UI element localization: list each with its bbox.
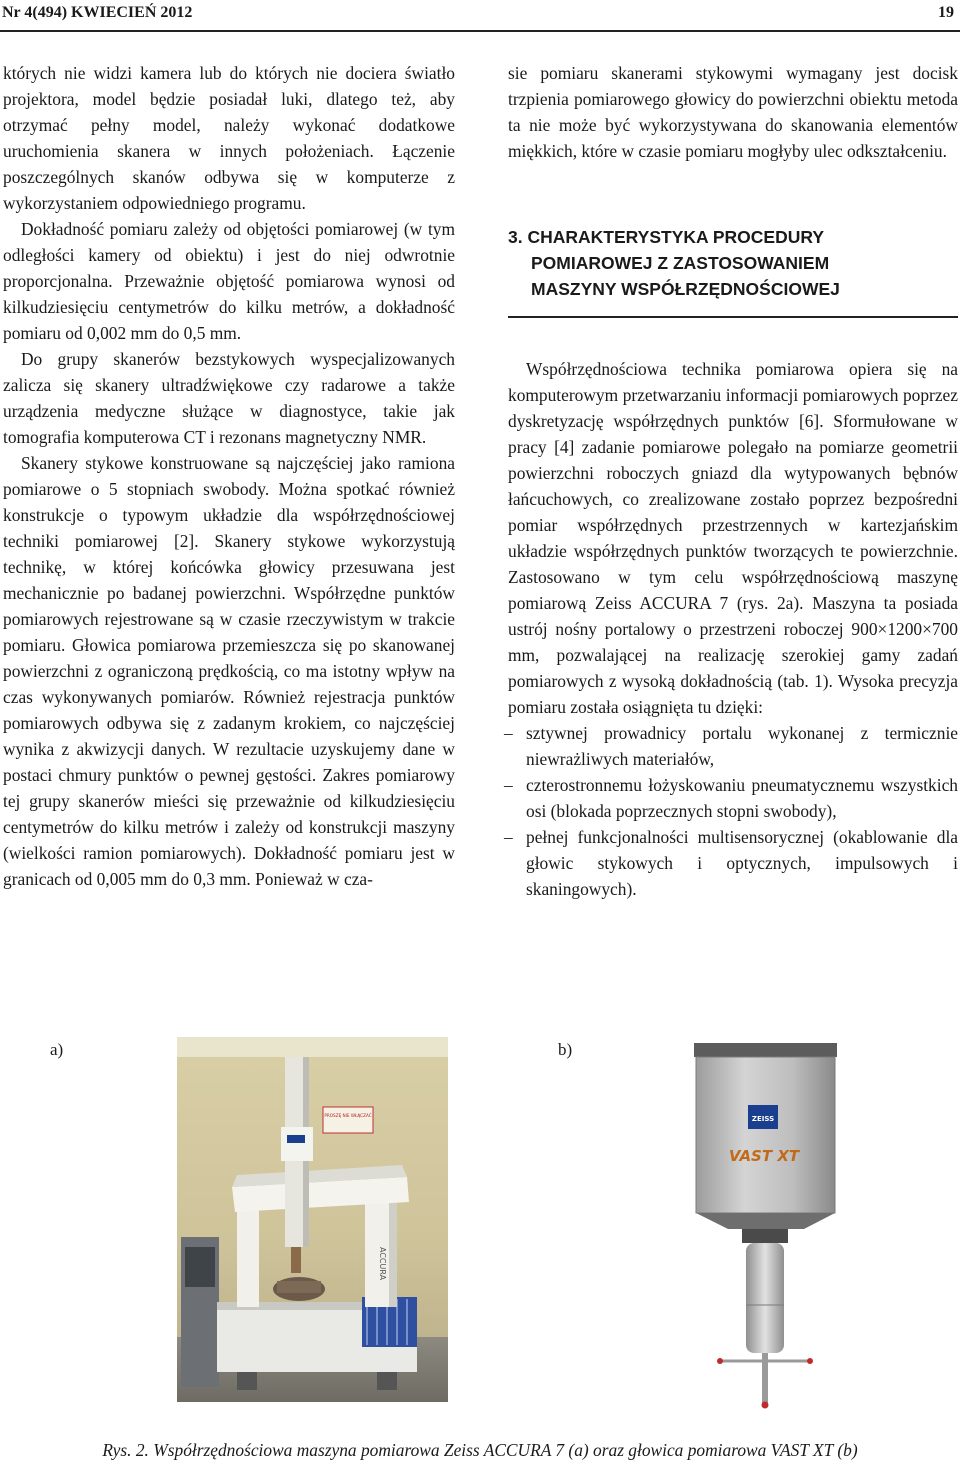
probe-head-photo xyxy=(694,1043,837,1415)
warning-sign-text: PROSZĘ NIE WŁĄCZAĆ xyxy=(324,1113,372,1118)
list-item: – czterostronnemu łożyskowaniu pneumatycznemu wszystkich osi (blokada poprzecznych stopni swobody), xyxy=(508,772,958,824)
zeiss-logo-text: ZEISS xyxy=(751,1115,775,1123)
cmm-machine-photo xyxy=(177,1037,448,1402)
left-column xyxy=(3,60,455,892)
section-title-line1: CHARAKTERYSTYKA PROCEDURY xyxy=(527,227,825,247)
paragraph: Skanery stykowe konstruowane są najczęściej jako ramiona pomiarowe o 5 stopniach swobody. Można spotkać również konstrukcje o typowym układzie dla współrzędnościowej techniki pomiarowej [2]. Skanery stykowe wykorzystują technikę, w której końcówka głowicy przesuwana jest mechanicznie po badanej powierzchni. Współrzędne punktów pomiarowych rejestrowane są w czasie rzeczywistym w trakcie pomiaru. Głowica pomiarowa przemieszcza się po skanowanej powierzchni z ograniczoną prędkością, co ma istotny wpływ na czas wykonywanych pomiarów. Również rejestracja punktów pomiarowych odbywa się z zadanym krokiem, co najczęściej wynika z akwizycji danych. W rezultacie uzyskujemy dane w postaci chmury punktów o pewnej gęstości. Zakres pomiarowy tej grupy skanerów mieści się przeważnie od kilkudziesięciu centymetrów do kilku metrów i zależy od konstrukcji maszyny (wielkości ramion pomiarowych). Dokładność pomiaru jest w granicach od 0,005 mm do 0,3 mm. Ponieważ w cza- xyxy=(3,453,455,889)
vast-xt-logo: VAST XT xyxy=(728,1147,800,1165)
figure-caption: Rys. 2. Współrzędnościowa maszyna pomiarowa Zeiss ACCURA 7 (a) oraz głowica pomiarowa VAST XT (b) xyxy=(102,1440,858,1460)
feature-list xyxy=(508,720,958,902)
page-number: 19 xyxy=(938,4,954,21)
paragraph-continuation: sie pomiaru skanerami stykowymi wymagany jest docisk trzpienia pomiarowego głowicy do powierzchni obiektu metoda ta nie może być wykorzystywana do skanowania elementów miękkich, które w czasie pomiaru mogłyby ulec odkształceniu. xyxy=(508,63,958,161)
list-item: – sztywnej prowadnicy portalu wykonanej z termicznie niewrażliwych materiałów, xyxy=(508,720,958,772)
issue-label: Nr 4(494) KWIECIEŃ 2012 xyxy=(2,4,193,21)
list-item: – pełnej funkcjonalności multisensorycznej (okablowanie dla głowic stykowych i optycznych, impulsowych i skaningowych). xyxy=(508,824,958,902)
section-title-line3: MASZYNY WSPÓŁRZĘDNOŚCIOWEJ xyxy=(531,279,840,299)
paragraph: Dokładność pomiaru zależy od objętości pomiarowej (w tym odległości kamery od obiektu) i jest do niej odwrotnie proporcjonalna. Przeważnie objętość pomiarowa wynosi od kilkudziesięciu centymetrów do kilku metrów, a dokładność pomiaru od 0,002 mm do 0,5 mm. xyxy=(3,219,455,343)
header-rule xyxy=(0,30,960,32)
figure-label-a: a) xyxy=(50,1040,64,1059)
section-title-line2: POMIAROWEJ Z ZASTOSOWANIEM xyxy=(531,253,830,273)
section-number: 3. xyxy=(508,227,523,247)
paragraph: Do grupy skanerów bezstykowych wyspecjalizowanych zalicza się skanery ultradźwiękowe czy radarowe a także urządzenia medyczne służące w diagnostyce, takie jak tomografia komputerowa CT i rezonans magnetyczny NMR. xyxy=(3,349,455,447)
section-heading xyxy=(508,224,958,302)
right-column xyxy=(508,60,958,902)
paragraph: Współrzędnościowa technika pomiarowa opiera się na komputerowym przetwarzaniu informacji pomiarowych poprzez dyskretyzację współrzędnych punktów [6]. Sformułowane w pracy [4] zadanie pomiarowe polegało na pomiarze geometrii powierzchni roboczych gniazd dla wytypowanych bębnów łańcuchowych, co zrealizowane zostało poprzez bezpośredni pomiar współrzędnych przestrzennych w kartezjańskim układzie współrzędnych punktów tworzących te powierzchnie. Zastosowano w tym celu współrzędnościową maszynę pomiarową Zeiss ACCURA 7 (rys. 2a). Maszyna ta posiada ustrój nośny portalowy o przestrzeni roboczej 900×1200×700 mm, pozwalającej na realizację szerokiej gamy zadań pomiarowych z wysoką dokładnością (tab. 1). Wysoka precyzja pomiaru została osiągnięta tu dzięki: xyxy=(508,359,958,717)
accura-label: ACCURA xyxy=(378,1247,387,1281)
paragraph: których nie widzi kamera lub do których nie dociera światło projektora, model będzie posiadał luki, dlatego też, aby otrzymać pełny model, należy wykonać dodatkowe uruchomienia skanera w innych położeniach. Łączenie poszczególnych skanów odbywa się w komputerze z wykorzystaniem odpowiedniego programu. xyxy=(3,63,455,213)
figure-label-b: b) xyxy=(558,1040,573,1059)
page-header xyxy=(0,0,960,34)
